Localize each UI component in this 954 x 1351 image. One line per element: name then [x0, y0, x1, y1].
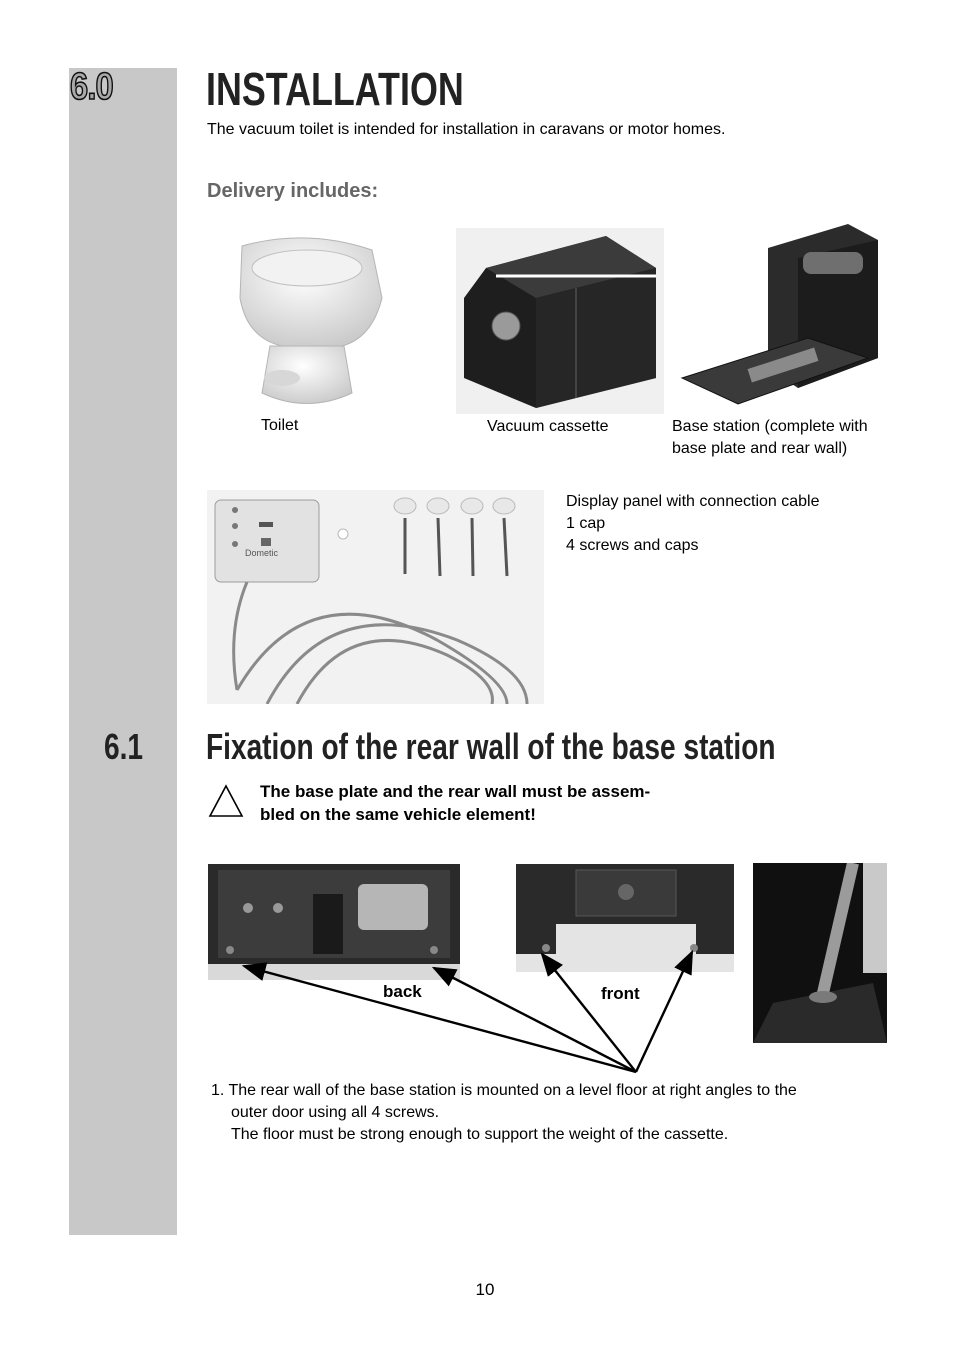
base-station-caption-line2: base plate and rear wall) [672, 440, 848, 457]
step-1-text [211, 1080, 797, 1146]
section-number: 6.1 [104, 726, 144, 767]
section-number: 6.0 [70, 66, 113, 108]
kit-caption-line3: 4 screws and caps [566, 537, 699, 554]
toilet-caption: Toilet [261, 417, 299, 434]
base-station-caption-line1: Base station (complete with [672, 418, 868, 435]
intro-text: The vacuum toilet is intended for installation in caravans or motor homes. [207, 121, 726, 138]
warning-line2: bled on the same vehicle element! [260, 805, 536, 824]
step-line1: 1. The rear wall of the base station is mounted on a level floor at right angles to the [211, 1082, 797, 1099]
cassette-caption: Vacuum cassette [487, 418, 609, 435]
section-title: Fixation of the rear wall of the base station [206, 726, 776, 767]
label-back: back [383, 982, 422, 1001]
step-line2: outer door using all 4 screws. [231, 1104, 440, 1121]
delivery-heading: Delivery includes: [207, 180, 379, 202]
step-line3: The floor must be strong enough to support the weight of the cassette. [231, 1126, 729, 1143]
warning-line1: The base plate and the rear wall must be assem- [260, 782, 651, 801]
label-front: front [601, 984, 640, 1003]
page-title: INSTALLATION [206, 63, 464, 115]
page-number: 10 [475, 1280, 495, 1299]
kit-caption-line2: 1 cap [566, 515, 606, 532]
kit-caption-line1: Display panel with connection cable [566, 493, 820, 510]
panel-brand: Dometic [245, 548, 279, 558]
